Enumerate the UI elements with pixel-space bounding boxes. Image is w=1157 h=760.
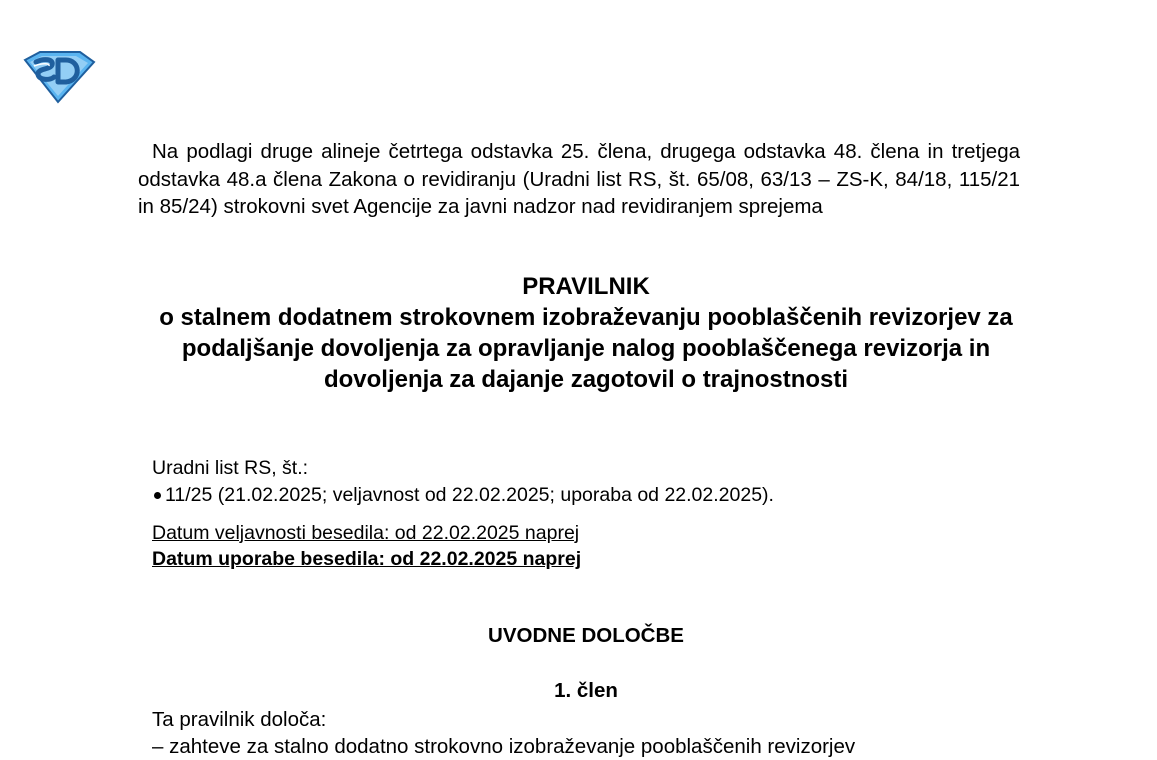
gazette-entry-text: 11/25 (21.02.2025; veljavnost od 22.02.2025; uporaba od 22.02.2025).	[165, 484, 774, 506]
article-list-item: – zahteve za stalno dodatno strokovno izobraževanje pooblaščenih revizorjev	[152, 735, 856, 758]
text-dates	[152, 520, 581, 572]
bullet-icon	[154, 492, 161, 499]
title-heading: PRAVILNIK	[522, 273, 650, 300]
gazette-label: Uradni list RS, št.:	[152, 457, 309, 479]
sd-shield-logo-icon	[22, 48, 96, 104]
section-heading: UVODNE DOLOČBE	[488, 624, 684, 647]
article-lead: Ta pravilnik določa:	[152, 708, 327, 731]
gazette-reference	[152, 455, 774, 509]
intro-paragraph: Na podlagi druge alineje četrtega odstavka 25. člena, drugega odstavka 48. člena in tretjega odstavka 48.a člena Zakona o revidiranju (Uradni list RS, št. 65/08, 63/13 – ZS-K, 84/18, 115/21 in 85/24) strokovni svet Agencije za javni nadzor nad revidiranjem sprejema	[138, 140, 1020, 218]
gazette-entry	[152, 482, 774, 509]
application-date: Datum uporabe besedila: od 22.02.2025 naprej	[152, 548, 582, 570]
title-subtitle: o stalnem dodatnem strokovnem izobraževanju pooblaščenih revizorjev za podaljšanje dovoljenja za opravljanje nalog pooblaščenega revizorja in dovoljenja za dajanje zagotovil o trajnostnosti	[159, 304, 1013, 393]
validity-date: Datum veljavnosti besedila: od 22.02.2025 naprej	[152, 522, 580, 544]
article-heading: 1. člen	[554, 679, 618, 702]
document-title	[138, 271, 1034, 395]
